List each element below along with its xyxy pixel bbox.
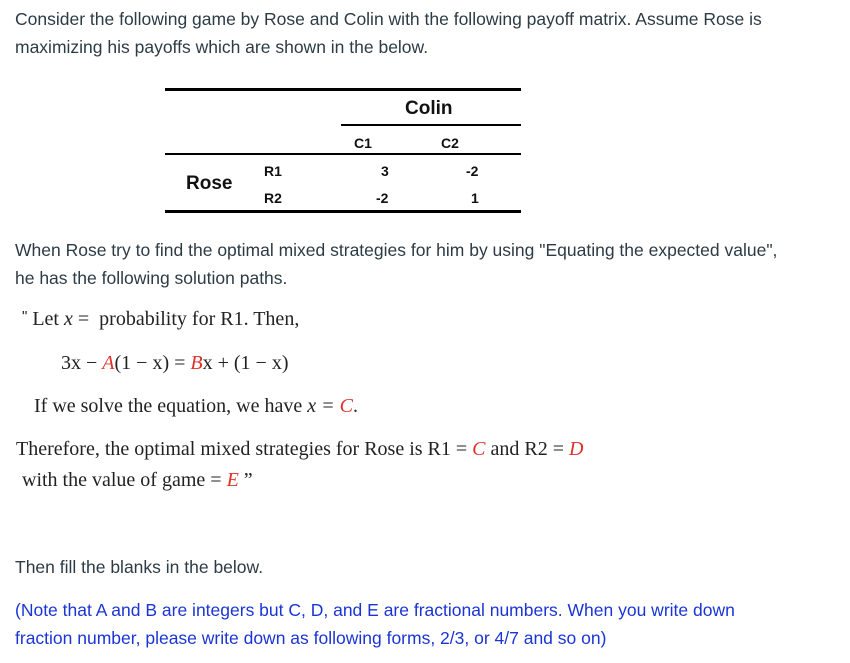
let-text: Let [32, 308, 59, 330]
equals-2: = [547, 438, 570, 460]
var-x: x [63, 308, 73, 330]
open-quote: " [22, 308, 28, 325]
blank-e: E [226, 469, 239, 491]
blank-c: C [339, 395, 353, 417]
solution-line-therefore [16, 438, 583, 461]
payoff-r1-c1: 3 [381, 163, 389, 179]
solution-line-let [22, 308, 299, 331]
colin-underline [341, 124, 521, 126]
col-header-c2: C2 [441, 135, 459, 151]
solution-equation [61, 352, 289, 375]
body-paragraph [15, 236, 845, 292]
equation-lhs: 3x − [61, 352, 103, 374]
table-top-rule [165, 88, 521, 91]
payoff-matrix [0, 0, 850, 220]
blank-a: A [102, 352, 115, 374]
solve-x: x = [307, 395, 340, 417]
payoff-r2-c1: -2 [376, 190, 389, 206]
equals-1: = [450, 438, 473, 460]
equals-3: = [205, 469, 227, 491]
blank-b: B [190, 352, 203, 374]
equals-sign: = [77, 308, 90, 330]
intro-line-1: Consider the following game by Rose and Colin with the following payoff matrix. Assume Rose is [15, 9, 762, 29]
note-paragraph [15, 596, 845, 652]
note-line-1: (Note that A and B are integers but C, D, and E are fractional numbers. When you write down [15, 600, 735, 620]
value-text: with the value of game [22, 469, 206, 491]
note-line-2: fraction number, please write down as following forms, 2/3, or 4/7 and so on) [15, 628, 607, 648]
row-header-r2: R2 [264, 190, 282, 206]
probability-text: probability for R1. Then, [99, 308, 300, 330]
table-bottom-rule [165, 210, 521, 213]
blank-d: D [569, 438, 584, 460]
body-line-2: he has the following solution paths. [15, 268, 288, 288]
fill-instruction: Then fill the blanks in the below. [15, 557, 264, 577]
blank-c-repeat: C [472, 438, 486, 460]
close-quote: ” [238, 469, 253, 491]
col-header-c1: C1 [354, 135, 372, 151]
intro-line-2: maximizing his payoffs which are shown in the below. [15, 37, 429, 57]
and-text: and R2 [485, 438, 548, 460]
solution-line-solve [34, 395, 358, 418]
row-player-label: Rose [186, 173, 233, 194]
solve-text: If we solve the equation, we have [34, 395, 303, 417]
body-line-1: When Rose try to find the optimal mixed strategies for him by using "Equating the expected value", [15, 240, 778, 260]
header-rule [165, 153, 521, 155]
solve-period: . [352, 395, 358, 417]
payoff-r1-c2: -2 [466, 163, 479, 179]
equation-mid: (1 − x) = [114, 352, 191, 374]
equation-rhs: x + (1 − x) [202, 352, 289, 374]
solution-line-value [22, 469, 253, 492]
therefore-text: Therefore, the optimal mixed strategies for Rose is R1 [16, 438, 451, 460]
payoff-r2-c2: 1 [471, 190, 479, 206]
row-header-r1: R1 [264, 163, 282, 179]
col-player-label: Colin [405, 98, 453, 119]
